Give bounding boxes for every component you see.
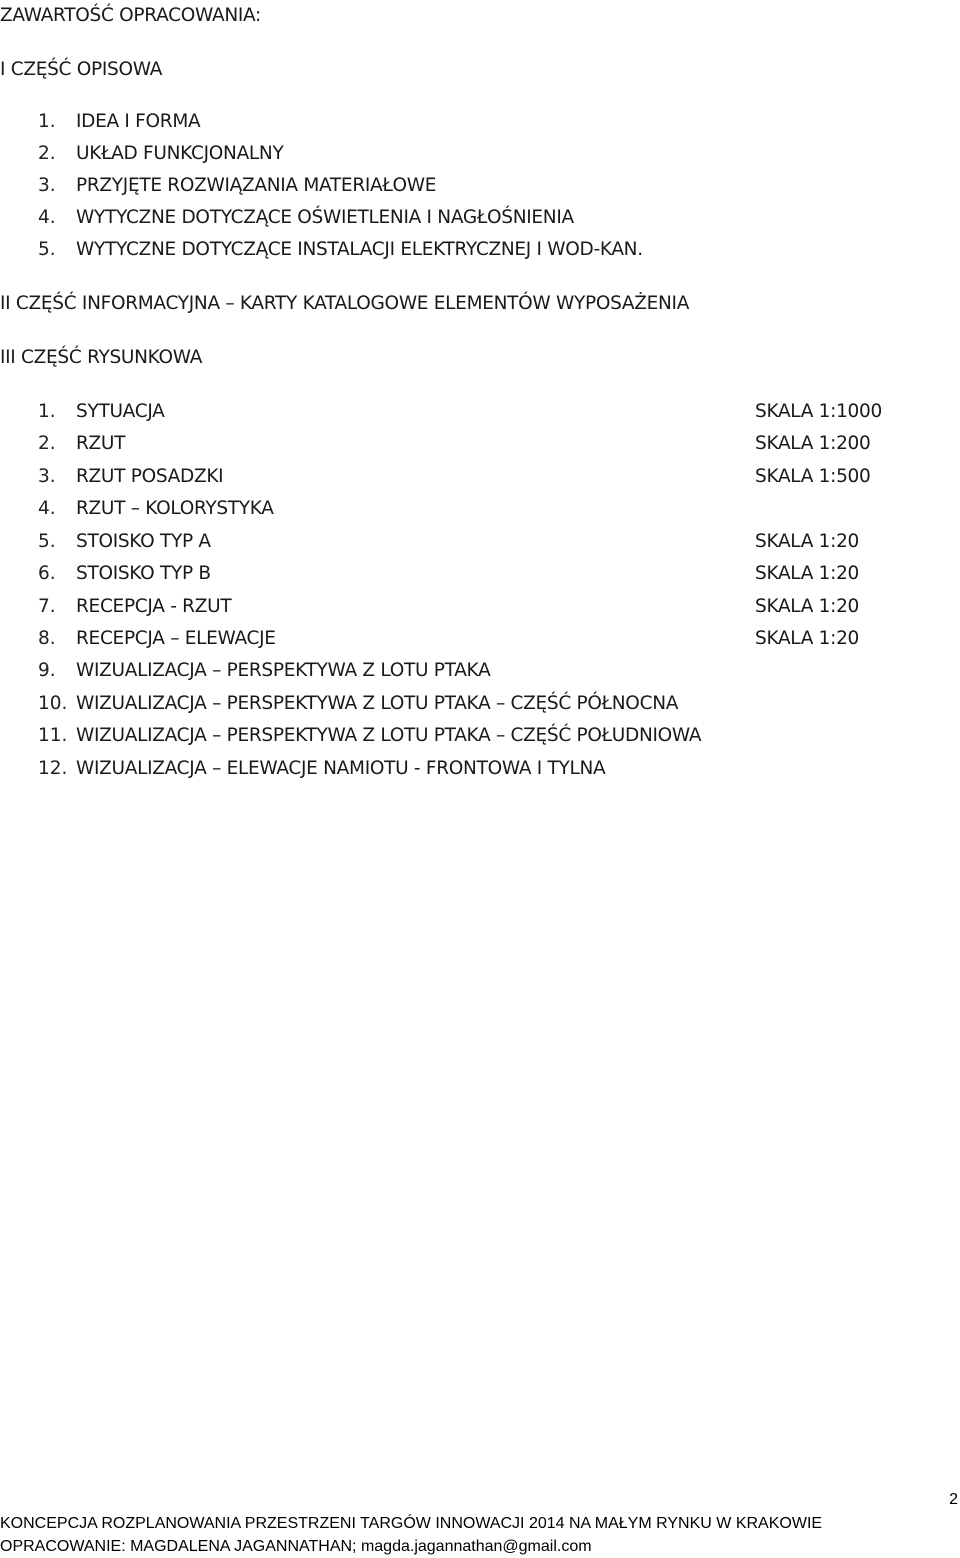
- item-label: WIZUALIZACJA – ELEWACJE NAMIOTU - FRONTOWA I TYLNA: [76, 758, 606, 779]
- footer-author: OPRACOWANIE: MAGDALENA JAGANNATHAN; magda.jagannathan@gmail.com: [0, 1538, 592, 1555]
- item-label: WIZUALIZACJA – PERSPEKTYWA Z LOTU PTAKA – CZĘŚĆ POŁUDNIOWA: [76, 725, 702, 746]
- item-label: RZUT POSADZKI: [76, 466, 224, 487]
- item-label: RECEPCJA - RZUT: [76, 596, 232, 617]
- item-number: 6.: [38, 563, 56, 584]
- item-number: 3.: [38, 175, 56, 196]
- item-label: WIZUALIZACJA – PERSPEKTYWA Z LOTU PTAKA: [76, 660, 491, 681]
- item-label: RECEPCJA – ELEWACJE: [76, 628, 276, 649]
- item-scale: SKALA 1:20: [755, 628, 860, 649]
- item-number: 1.: [38, 401, 56, 422]
- document-title: ZAWARTOŚĆ OPRACOWANIA:: [0, 5, 261, 26]
- page-number: 2: [949, 1491, 958, 1508]
- section-heading-informational: II CZĘŚĆ INFORMACYJNA – KARTY KATALOGOWE ELEMENTÓW WYPOSAŻENIA: [0, 293, 690, 314]
- item-label: RZUT: [76, 433, 126, 454]
- item-label: IDEA I FORMA: [76, 111, 201, 132]
- item-number: 12.: [38, 758, 68, 779]
- item-label: WYTYCZNE DOTYCZĄCE INSTALACJI ELEKTRYCZNEJ I WOD-KAN.: [76, 239, 643, 260]
- item-number: 9.: [38, 660, 56, 681]
- item-number: 8.: [38, 628, 56, 649]
- footer-project-title: KONCEPCJA ROZPLANOWANIA PRZESTRZENI TARGÓW INNOWACJI 2014 NA MAŁYM RYNKU W KRAKOWIE: [0, 1515, 823, 1532]
- item-scale: SKALA 1:500: [755, 466, 871, 487]
- item-label: RZUT – KOLORYSTYKA: [76, 498, 274, 519]
- item-scale: SKALA 1:20: [755, 563, 860, 584]
- item-number: 11.: [38, 725, 68, 746]
- item-scale: SKALA 1:200: [755, 433, 871, 454]
- item-number: 7.: [38, 596, 56, 617]
- item-number: 5.: [38, 531, 56, 552]
- item-number: 5.: [38, 239, 56, 260]
- item-number: 2.: [38, 143, 56, 164]
- item-scale: SKALA 1:20: [755, 531, 860, 552]
- item-label: UKŁAD FUNKCJONALNY: [76, 143, 284, 164]
- item-label: WIZUALIZACJA – PERSPEKTYWA Z LOTU PTAKA – CZĘŚĆ PÓŁNOCNA: [76, 693, 679, 714]
- item-label: WYTYCZNE DOTYCZĄCE OŚWIETLENIA I NAGŁOŚNIENIA: [76, 207, 574, 228]
- item-number: 4.: [38, 207, 56, 228]
- item-scale: SKALA 1:1000: [755, 401, 882, 422]
- item-label: STOISKO TYP B: [76, 563, 211, 584]
- item-number: 3.: [38, 466, 56, 487]
- item-scale: SKALA 1:20: [755, 596, 860, 617]
- item-label: PRZYJĘTE ROZWIĄZANIA MATERIAŁOWE: [76, 175, 437, 196]
- item-number: 1.: [38, 111, 56, 132]
- section-heading-drawings: III CZĘŚĆ RYSUNKOWA: [0, 347, 203, 368]
- item-label: SYTUACJA: [76, 401, 165, 422]
- item-label: STOISKO TYP A: [76, 531, 211, 552]
- item-number: 10.: [38, 693, 68, 714]
- item-number: 2.: [38, 433, 56, 454]
- item-number: 4.: [38, 498, 56, 519]
- section-heading-descriptive: I CZĘŚĆ OPISOWA: [0, 59, 163, 80]
